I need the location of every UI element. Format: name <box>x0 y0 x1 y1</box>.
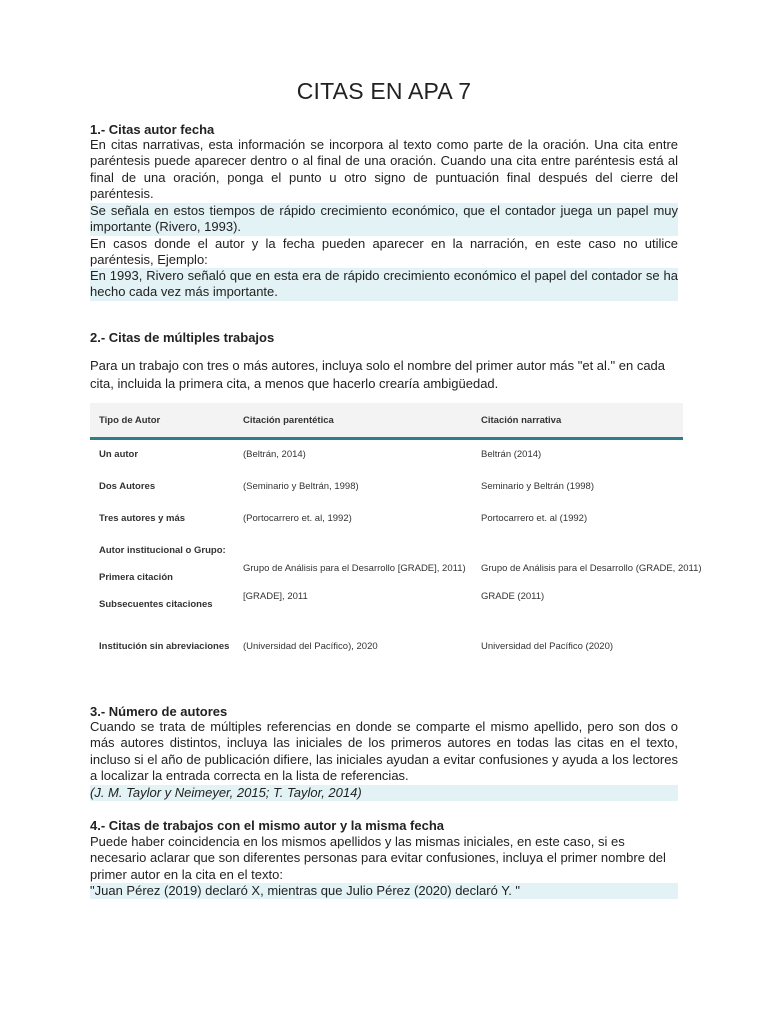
section-1-heading: 1.- Citas autor fecha <box>90 122 215 137</box>
table-row-subsequent-label: Subsecuentes citaciones <box>99 599 213 610</box>
table-row-two-authors-narr: Seminario y Beltrán (1998) <box>481 481 594 492</box>
section-4-body: Puede haber coincidencia en los mismos apellidos y las mismas iniciales, en este caso, si es necesario aclarar que son diferentes personas para evitar confusiones, incluya el primer nombre del primer autor en la cita en el texto: <box>90 834 666 882</box>
table-row-subsequent-narr: GRADE (2011) <box>481 591 545 602</box>
table-row-first-citation-label: Primera citación <box>99 572 173 583</box>
table-row-three-authors-paren: (Portocarrero et. al, 1992) <box>243 513 352 524</box>
table-row-no-abbreviation-narr: Universidad del Pacífico (2020) <box>481 641 614 652</box>
table-row-first-citation-paren: Grupo de Análisis para el Desarrollo [GRADE], 2011) <box>243 563 466 574</box>
table-row-three-authors-label: Tres autores y más <box>99 513 186 524</box>
section-1-note: En casos donde el autor y la fecha pueden aparecer en la narración, en este caso no utilice paréntesis, Ejemplo: <box>90 236 678 268</box>
citation-table <box>90 403 702 673</box>
table-row-subsequent-paren: [GRADE], 2011 <box>243 591 308 602</box>
section-3-body: Cuando se trata de múltiples referencias en donde se comparte el mismo apellido, pero son dos o más autores distintos, incluya las iniciales de los primeros autores en todas las citas en el texto, incluso si el año de publicación difiere, las iniciales ayudan a evitar confusiones y ayuda a los lectores a localizar la entrada correcta en la lista de referencias. <box>90 719 678 783</box>
section-1-example-2: En 1993, Rivero señaló que en esta era de rápido crecimiento económico el papel del contador se ha hecho cada vez más importante. <box>90 268 678 300</box>
table-row-first-citation-narr: Grupo de Análisis para el Desarrollo (GRADE, 2011) <box>481 563 702 574</box>
table-row-institutional-label: Autor institucional o Grupo: <box>99 545 226 556</box>
table-header-narrative: Citación narrativa <box>481 415 562 426</box>
section-3-heading: 3.- Número de autores <box>90 704 228 719</box>
table-row-two-authors-label: Dos Autores <box>99 481 156 492</box>
table-row-three-authors-narr: Portocarrero et. al (1992) <box>481 513 588 524</box>
section-4-example: "Juan Pérez (2019) declaró X, mientras que Julio Pérez (2020) declaró Y. " <box>90 883 678 899</box>
table-row-one-author-narr: Beltrán (2014) <box>481 449 542 460</box>
section-2-intro: Para un trabajo con tres o más autores, incluya solo el nombre del primer autor más "et al." en cada cita, incluida la primera cita, a menos que hacerlo crearía ambigüedad. <box>90 358 666 391</box>
table-header <box>90 403 683 440</box>
section-1-intro: En citas narrativas, esta información se incorpora al texto como parte de la oración. Una cita entre paréntesis puede aparecer dentro o al final de una oración. Cuando una cita entre paréntesis está al final de una oración, ponga el punto u otro signo de puntuación final después del cierre del paréntesis. <box>90 137 678 201</box>
page-title: CITAS EN APA 7 <box>296 78 472 104</box>
table-header-author-type: Tipo de Autor <box>99 415 161 426</box>
section-4-heading: 4.- Citas de trabajos con el mismo autor y la misma fecha <box>90 818 445 833</box>
table-header-parenthetical: Citación parentética <box>243 415 334 426</box>
table-row-one-author-paren: (Beltrán, 2014) <box>243 449 306 460</box>
table-row-one-author-label: Un autor <box>99 449 139 460</box>
table-row-no-abbreviation-label: Institución sin abreviaciones <box>99 641 230 652</box>
table-row-no-abbreviation-paren: (Universidad del Pacífico), 2020 <box>243 641 378 652</box>
section-1-example-1: Se señala en estos tiempos de rápido crecimiento económico, que el contador juega un papel muy importante (Rivero, 1993). <box>90 203 678 235</box>
section-3-example: (J. M. Taylor y Neimeyer, 2015; T. Taylor, 2014) <box>90 785 678 801</box>
section-2-heading: 2.- Citas de múltiples trabajos <box>90 330 275 345</box>
table-row-two-authors-paren: (Seminario y Beltrán, 1998) <box>243 481 359 492</box>
